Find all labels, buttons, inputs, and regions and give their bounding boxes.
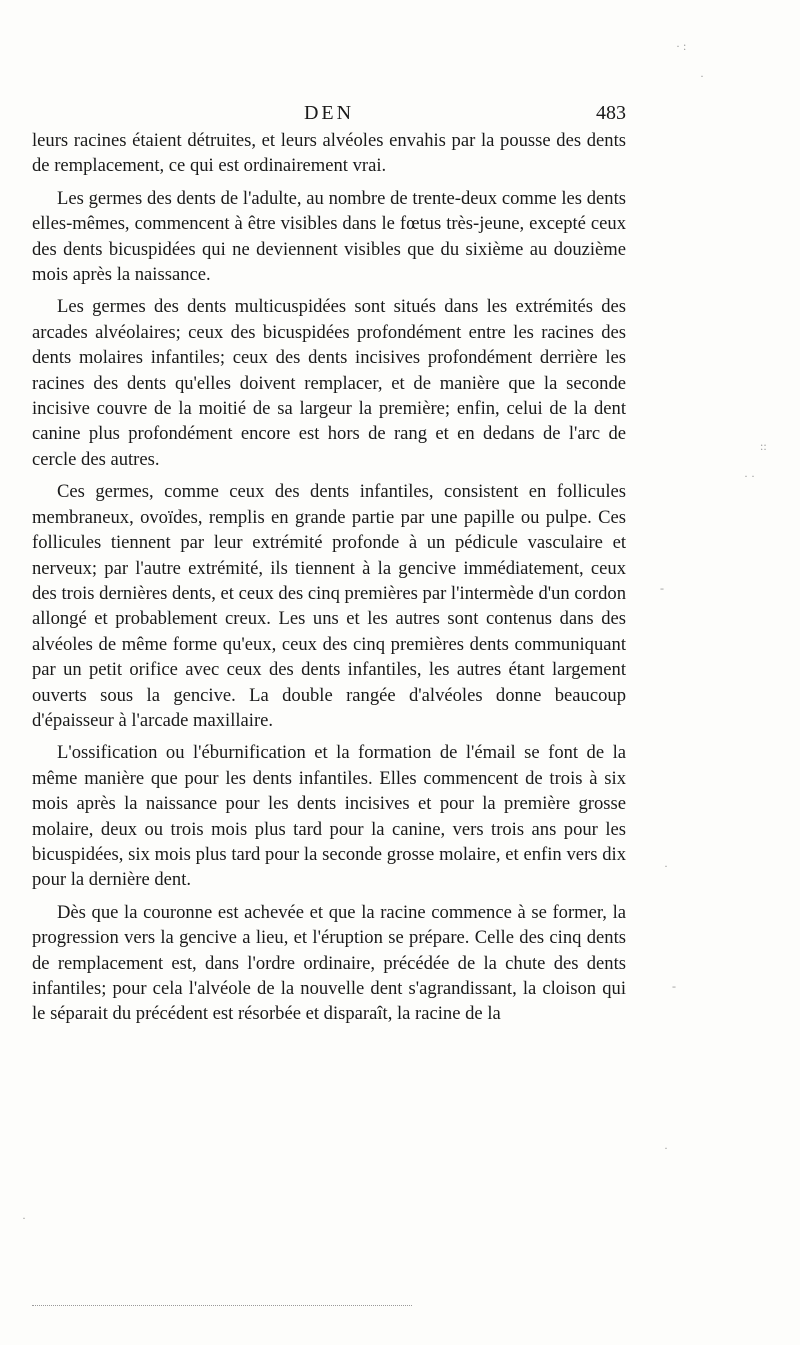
- bleed-through-footer-line: [32, 1305, 412, 1306]
- margin-speck: · ·: [744, 469, 755, 483]
- paragraph-continued: leurs racines étaient détruites, et leurs alvéoles envahis par la pousse des dents de remplacement, ce qui est ordinairement vrai.: [32, 130, 626, 177]
- body-text: [32, 128, 626, 1034]
- margin-speck: -: [660, 581, 664, 595]
- margin-speck: ·: [700, 69, 704, 83]
- paragraph-germ-positions: Les germes des dents multicuspidées sont situés dans les extrémités des arcades alvéolaires; ceux des bicuspidées profondément entre les racines des dents molaires infantiles; ceux des dents incisives profondément derrière les racines des dents qu'elles doivent remplacer, et de manière que la seconde incisive couvre de la moitié de sa largeur la première; enfin, celui de la dent canine plus profondément encore est hors de rang et en dedans de l'arc de cercle des autres.: [32, 296, 626, 470]
- margin-speck: ·: [22, 1211, 26, 1225]
- page-number: 483: [596, 102, 626, 124]
- paragraph-eruption: Dès que la couronne est achevée et que la racine commence à se former, la progression vers la gencive a lieu, et l'éruption se prépare. Celle des cinq dents de remplacement est, dans l'ordre ordinaire, précédée de la chute des dents infantiles; pour cela l'alvéole de la nouvelle dent s'agrandissant, la cloison qui le séparait du précédent est résorbée et disparaît, la racine de la: [32, 901, 626, 1025]
- margin-speck: ·: [664, 1141, 668, 1155]
- paragraph-ossification: L'ossification ou l'éburnification et la formation de l'émail se font de la même manière que pour les dents infantiles. Elles commencent de trois à six mois après la naissance pour les dents incisives et pour la première grosse molaire, deux ou trois mois plus tard pour la canine, vers trois ans pour les bicuspidées, six mois plus tard pour la seconde grosse molaire, et enfin vers dix pour la dernière dent.: [32, 742, 626, 891]
- margin-speck: ::: [760, 439, 767, 453]
- margin-speck: · :: [676, 39, 687, 53]
- running-title: DEN: [303, 102, 355, 124]
- margin-speck: -: [672, 979, 676, 993]
- paragraph-follicles: Ces germes, comme ceux des dents infantiles, consistent en follicules membraneux, ovoïdes, remplis en grande partie par une papille ou pulpe. Ces follicules tiennent par leur extrémité profonde à un pédicule vasculaire et nerveux; par l'autre extrémité, ils tiennent à la gencive immédiatement, ceux des trois dernières dents, et ceux des cinq premières par l'intermède d'un cordon allongé et probablement creux. Les uns et les autres sont contenus dans des alvéoles de même forme qu'eux, ceux des cinq premières dents communiquant par un petit orifice avec ceux des dents infantiles, les autres étant largement ouverts sous la gencive. La double rangée d'alvéoles donne beaucoup d'épaisseur à l'arcade maxillaire.: [32, 481, 626, 731]
- paragraph-adult-germs: Les germes des dents de l'adulte, au nombre de trente-deux comme les dents elles-mêmes, commencent à être visibles dans le fœtus très-jeune, excepté ceux des dents bicuspidées qui ne deviennent visibles que du sixième au douzième mois après la naissance.: [32, 187, 626, 286]
- running-head: [32, 100, 626, 126]
- margin-speck: ·: [664, 859, 668, 873]
